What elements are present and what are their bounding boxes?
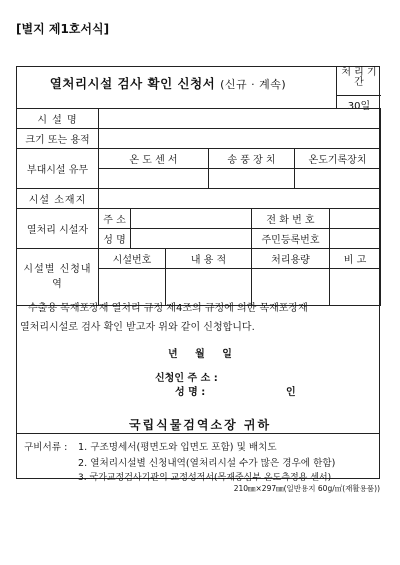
paper-spec-footer: 210㎜×297㎜(일반용지 60g/㎡(재활용품)) [233, 484, 380, 493]
equipment-label: 부대시설 유무 [17, 149, 99, 189]
statement-line-1: 수출용 목재포장재 열처리 규정 제4조의 규정에 의한 목재포장재 [28, 303, 308, 314]
form-title-subtitle: (신규 · 계속) [220, 78, 287, 91]
statement-line-2: 열처리시설로 검사 확인 받고자 위와 같이 신청합니다. [20, 322, 255, 333]
name-label: 성 명 [99, 229, 131, 249]
owner-label: 열처리 시설자 [17, 209, 99, 249]
address-label: 주 소 [99, 209, 131, 229]
seal-mark: 인 [286, 387, 296, 398]
processing-period-days: 30일 [337, 95, 381, 112]
phone-label: 전 화 번 호 [252, 209, 330, 229]
attachment-item-3: 3. 국가교정검사기관의 교정성적서(목재중심부 온도측정용 센서) [78, 473, 332, 483]
phone-field[interactable] [330, 209, 381, 229]
capacity-header: 처리용량 [252, 249, 330, 269]
applicant-name: 성 명 : [175, 387, 206, 398]
resident-no-field[interactable] [330, 229, 381, 249]
name-field[interactable] [131, 229, 252, 249]
form-header: [별지 제1호서식] [16, 22, 110, 36]
blower-header: 송 풍 장 치 [209, 149, 295, 169]
address-field[interactable] [131, 209, 252, 229]
facility-no-header: 시설번호 [99, 249, 166, 269]
processing-period-label: 처 리 기 간 [341, 67, 377, 88]
details-label: 시설별 신청내역 [17, 249, 99, 306]
remarks-header: 비 고 [330, 249, 381, 269]
temp-recorder-header: 온도기록장치 [295, 149, 381, 169]
facility-name-field[interactable] [99, 109, 381, 129]
attachment-item-1: 1. 구조명세서(평면도와 입면도 포함) 및 배치도 [78, 442, 277, 453]
temp-sensor-header: 온 도 센 서 [99, 149, 209, 169]
application-table [16, 108, 381, 306]
volume-header: 내 용 적 [166, 249, 252, 269]
size-area-label: 크기 또는 용적 [17, 129, 99, 149]
applicant-address: 신청인 주 소 : [155, 373, 218, 384]
size-area-field[interactable] [99, 129, 381, 149]
processing-period-box [336, 66, 381, 112]
attachment-item-2: 2. 열처리시설별 신청내역(열처리시설 수가 많은 경우에 한함) [78, 458, 336, 469]
date-line: 년 월 일 [168, 349, 232, 360]
section-divider [16, 433, 380, 434]
location-label: 시설 소재지 [17, 189, 99, 209]
form-title [16, 74, 320, 92]
addressee: 국립식물검역소장 귀하 [128, 418, 272, 432]
facility-name-label: 시 설 명 [17, 109, 99, 129]
blower-field[interactable] [209, 169, 295, 189]
temp-recorder-field[interactable] [295, 169, 381, 189]
form-title-text: 열처리시설 검사 확인 신청서 [49, 76, 216, 91]
location-field[interactable] [99, 189, 381, 209]
temp-sensor-field[interactable] [99, 169, 209, 189]
resident-no-label: 주민등록번호 [252, 229, 330, 249]
attachments-label: 구비서류 : [24, 442, 68, 453]
